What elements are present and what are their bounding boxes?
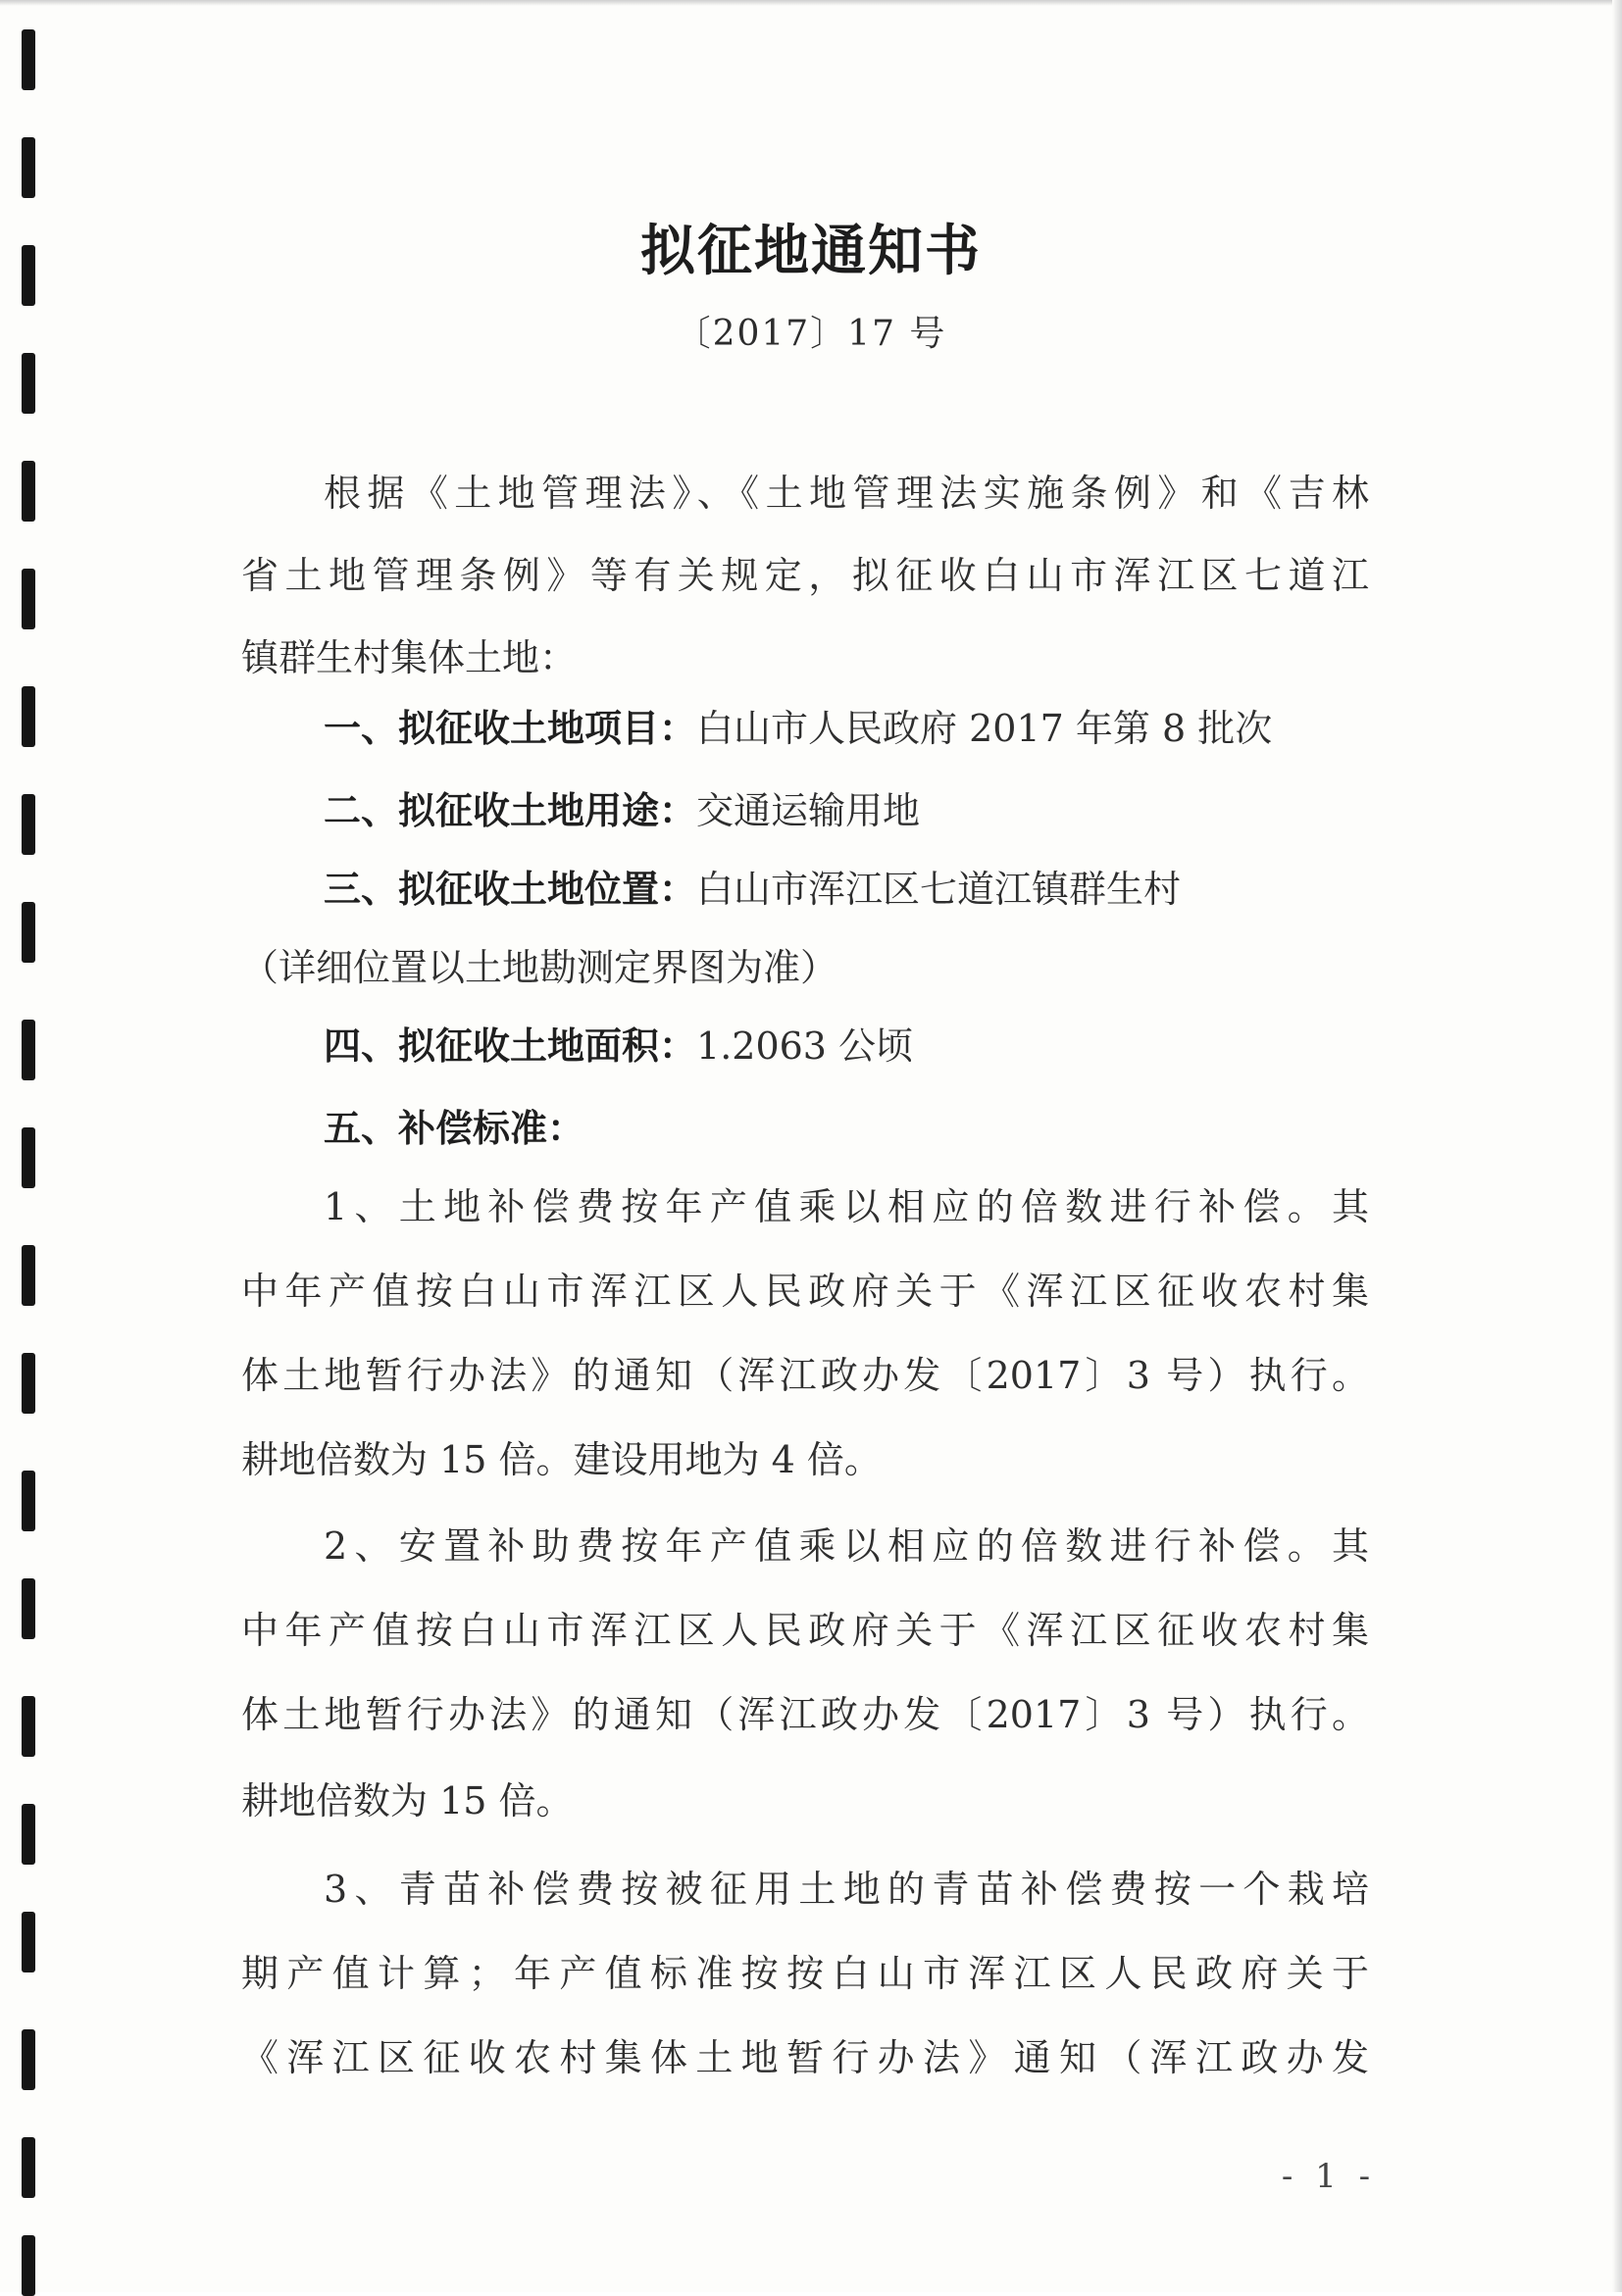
page-number: - 1 - [1281, 2157, 1377, 2196]
binding-hole [22, 1912, 35, 1972]
binding-hole [22, 902, 35, 963]
binding-hole [22, 1353, 35, 1414]
item-area-label: 四、拟征收土地面积： [324, 1024, 697, 1068]
binding-hole [22, 1696, 35, 1757]
binding-hole [22, 2029, 35, 2090]
binding-hole [22, 1020, 35, 1080]
item-location-value: 白山市浑江区七道江镇群生村 [696, 868, 1182, 911]
clause1-line: 体土地暂行办法》的通知（浑江政办发〔2017〕3 号）执行。 [241, 1354, 1369, 1397]
clause1-line: 中年产值按白山市浑江区人民政府关于《浑江区征收农村集 [241, 1270, 1369, 1313]
item-location-note: （详细位置以土地勘测定界图为准） [241, 946, 838, 989]
intro-line: 省土地管理条例》等有关规定，拟征收白山市浑江区七道江 [241, 554, 1369, 597]
scan-top-edge [0, 0, 1622, 6]
clause3-line: 3、青苗补偿费按被征用土地的青苗补偿费按一个栽培 [324, 1868, 1369, 1911]
item-project-label: 一、拟征收土地项目： [324, 707, 697, 750]
binding-hole [22, 137, 35, 198]
clause2-line: 中年产值按白山市浑江区人民政府关于《浑江区征收农村集 [241, 1609, 1369, 1652]
clause2-line: 耕地倍数为 15 倍。 [241, 1779, 574, 1822]
binding-hole [22, 2235, 35, 2296]
item-usage-value: 交通运输用地 [696, 789, 921, 832]
item-project [324, 698, 1369, 759]
item-area [324, 1016, 1369, 1076]
item-compensation [324, 1098, 1369, 1159]
binding-hole [22, 794, 35, 855]
item-location [324, 859, 1369, 920]
clause3-line: 《浑江区征收农村集体土地暂行办法》通知（浑江政办发 [241, 2036, 1369, 2079]
document-title: 拟征地通知书 [640, 220, 982, 283]
binding-hole [22, 569, 35, 629]
item-compensation-label: 五、补偿标准： [324, 1107, 585, 1150]
item-project-value: 白山市人民政府 2017 年第 8 批次 [696, 707, 1273, 750]
binding-hole [22, 1245, 35, 1306]
binding-hole [22, 1127, 35, 1188]
clause1-line: 耕地倍数为 15 倍。建设用地为 4 倍。 [241, 1438, 882, 1481]
binding-hole [22, 29, 35, 90]
binding-hole [22, 1578, 35, 1639]
binding-hole [22, 686, 35, 747]
intro-line: 镇群生村集体土地： [241, 636, 578, 679]
binding-hole [22, 2137, 35, 2198]
binding-hole [22, 461, 35, 522]
clause3-line: 期产值计算；年产值标准按按白山市浑江区人民政府关于 [241, 1952, 1369, 1995]
binding-hole [22, 353, 35, 414]
item-area-value: 1.2063 公顷 [696, 1024, 914, 1068]
item-usage-label: 二、拟征收土地用途： [324, 789, 697, 832]
clause1-line: 1、土地补偿费按年产值乘以相应的倍数进行补偿。其 [324, 1185, 1369, 1228]
intro-line: 根据《土地管理法》、《土地管理法实施条例》和《吉林 [324, 472, 1369, 515]
item-location-label: 三、拟征收土地位置： [324, 868, 697, 911]
binding-hole [22, 1471, 35, 1531]
clause2-line: 2、安置补助费按年产值乘以相应的倍数进行补偿。其 [324, 1524, 1369, 1568]
binding-hole [22, 1804, 35, 1865]
item-usage [324, 780, 1369, 841]
document-number: 〔2017〕17 号 [675, 314, 947, 354]
clause2-line: 体土地暂行办法》的通知（浑江政办发〔2017〕3 号）执行。 [241, 1693, 1369, 1736]
